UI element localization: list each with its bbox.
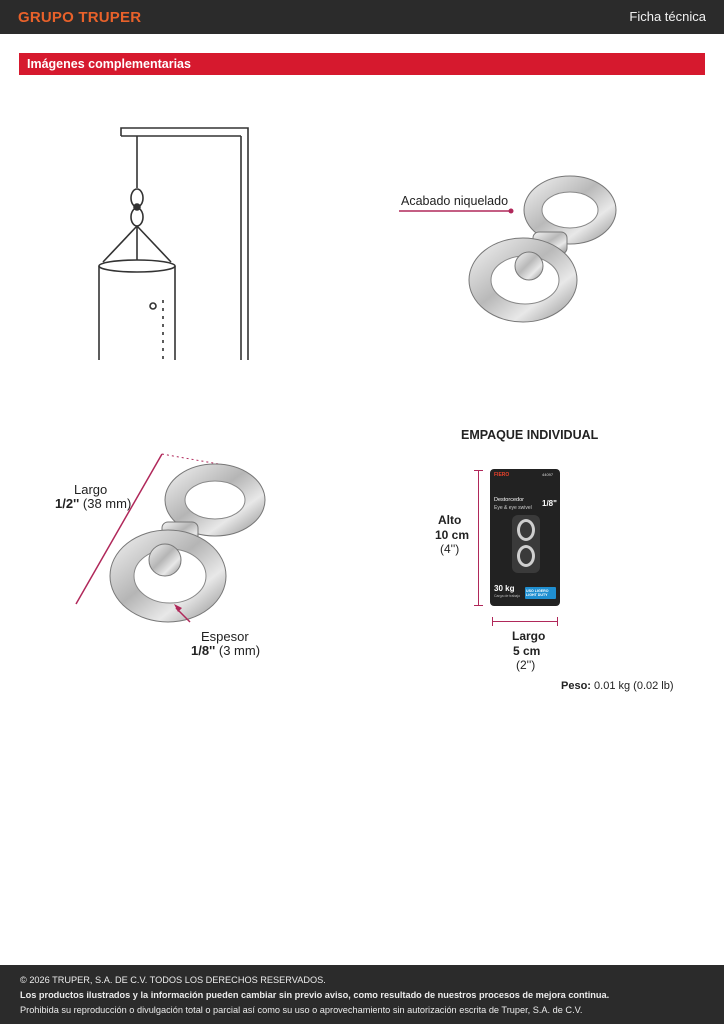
height-dimension-cap-top: [474, 470, 483, 471]
section-header: [19, 53, 705, 75]
footer-notice: Los productos ilustrados y la información pueden cambiar sin previo aviso, como resultado de nuestros procesos de mejora continua.: [20, 990, 610, 1000]
package-weight: [561, 680, 674, 692]
thickness-mm: (3 mm): [218, 643, 261, 658]
thickness-value: 1/8'': [191, 643, 216, 658]
height-dimension-cap-bottom: [474, 605, 483, 606]
width-label: Largo: [512, 629, 546, 643]
section-title: Imágenes complementarias: [27, 57, 191, 71]
thickness-dimension: [191, 643, 260, 658]
package-swivel-upper-eye: [517, 519, 535, 541]
footer-copyright: © 2026 TRUPER, S.A. DE C.V. TODOS LOS DERECHOS RESERVADOS.: [20, 975, 326, 985]
package-card: [490, 469, 560, 606]
header-bar: [0, 0, 724, 34]
package-duty-badge: USO LIGERO LIGHT DUTY: [525, 587, 556, 599]
package-size: 1/8": [542, 499, 557, 508]
package-code: 44097: [542, 472, 554, 477]
height-label: Alto: [438, 513, 462, 527]
swivel-photo-dimensions: [70, 448, 270, 638]
thickness-label: Espesor: [201, 629, 249, 644]
width-dimension-line: [492, 621, 558, 622]
package-brand: FIERO: [494, 472, 510, 478]
usage-illustration: [95, 120, 260, 365]
package-window: [512, 515, 540, 573]
width-dimension-cap-right: [557, 617, 558, 626]
package-load: 30 kg: [494, 584, 515, 593]
footer-prohibition: Prohibida su reproducción o divulgación total o parcial así como su uso o aprovechamiento sin autorización escrita de Truper, S.A. de C.V.: [20, 1005, 583, 1015]
brand-logo[interactable]: GRUPO TRUPER: [18, 9, 142, 26]
weight-label: Peso:: [561, 680, 591, 692]
weight-value: 0.01 kg (0.02 lb): [594, 680, 674, 692]
length-mm: (38 mm): [82, 496, 132, 511]
swivel-photo-finish: [395, 168, 630, 328]
package-product-es: Destorcedor: [494, 497, 524, 503]
package-load-caption: Carga de trabajo: [494, 594, 521, 598]
height-cm: 10 cm: [435, 528, 470, 542]
width-dimension-cap-left: [492, 617, 493, 626]
width-in: (2''): [516, 658, 536, 672]
width-cm: 5 cm: [513, 644, 541, 658]
finish-label: Acabado niquelado: [401, 194, 509, 208]
length-dimension: [55, 496, 131, 511]
package-title: EMPAQUE INDIVIDUAL: [461, 428, 599, 442]
length-label: Largo: [74, 482, 108, 497]
footer: [0, 965, 724, 1024]
height-in: (4''): [440, 542, 460, 556]
package-product-en: Eye & eye swivel: [494, 505, 532, 511]
package-swivel-lower-eye: [517, 545, 535, 567]
length-value: 1/2'': [55, 496, 80, 511]
height-dimension-line: [478, 470, 479, 606]
document-type: Ficha técnica: [629, 9, 706, 24]
